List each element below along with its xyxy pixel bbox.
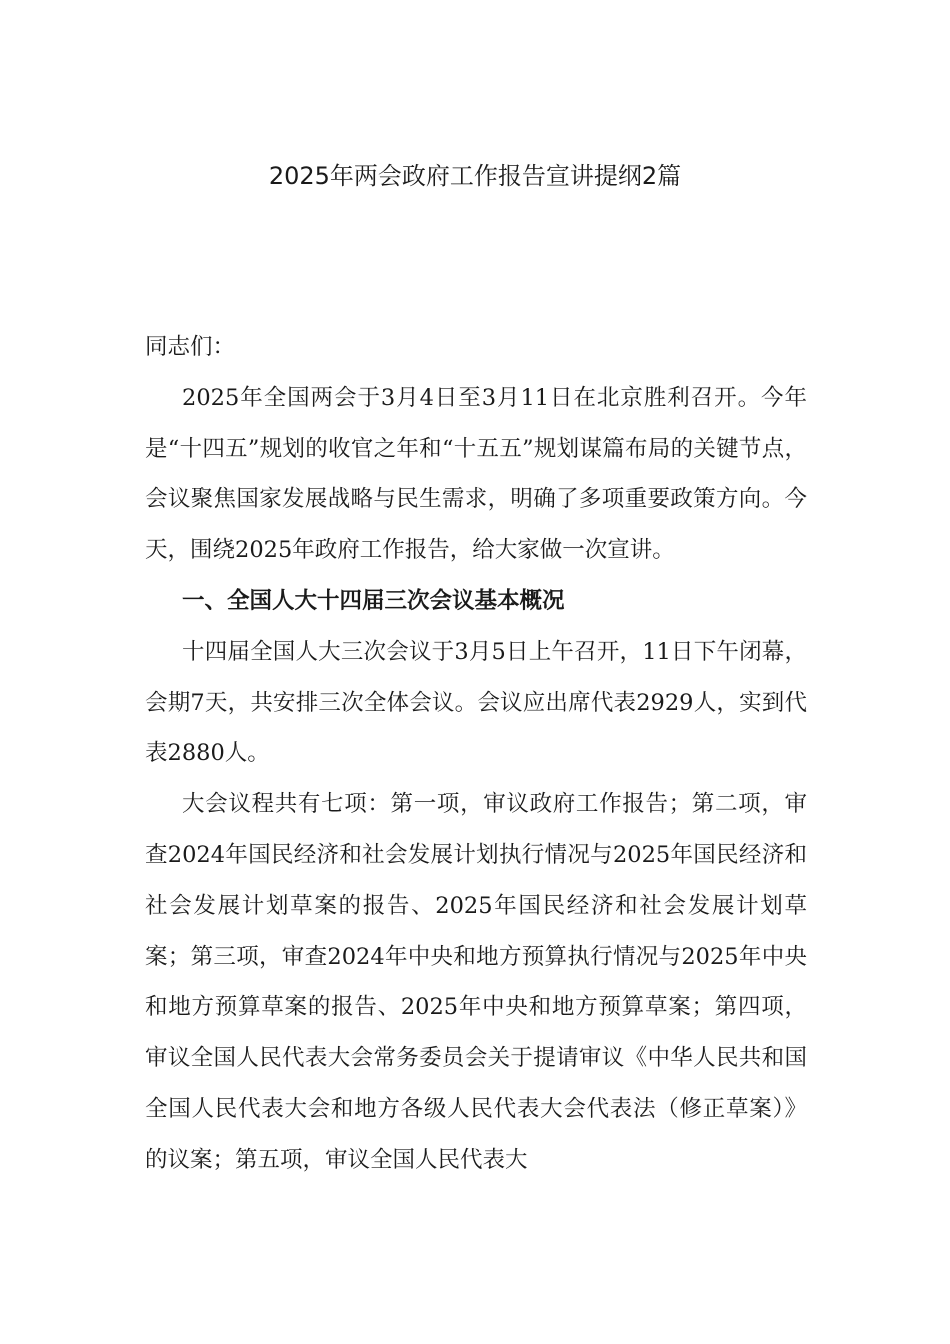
salutation: 同志们： (145, 334, 236, 360)
agenda-paragraph: 大会议程共有七项：第一项，审议政府工作报告；第二项，审查2024年国民经济和社会发展计划执行情况与2025年国民经济和社会发展计划草案的报告、2025年国民经济和社会发展计划草案；第三项，审查2024年中央和地方预算执行情况与2025年中央和地方预算草案的报告、2025年中央和地方预算草案；第四项，审议全国人民代表大会常务委员会关于提请审议《中华人民共和国全国人民代表大会和地方各级人民代表大会代表法（修正草案）》的议案；第五项，审议全国人民代表大 (145, 791, 807, 1173)
document-body (145, 322, 807, 1186)
overview-paragraph: 十四届全国人大三次会议于3月5日上午召开，11日下午闭幕，会期7天，共安排三次全体会议。会议应出席代表2929人，实到代表2880人。 (145, 638, 807, 767)
section-heading: 一、全国人大十四届三次会议基本概况 (182, 587, 565, 614)
intro-paragraph: 2025年全国两会于3月4日至3月11日在北京胜利召开。今年是“十四五”规划的收官之年和“十五五”规划谋篇布局的关键节点，会议聚焦国家发展战略与民生需求，明确了多项重要政策方向。今天，围绕2025年政府工作报告，给大家做一次宣讲。 (145, 384, 807, 564)
document-title: 2025年两会政府工作报告宣讲提纲2篇 (268, 162, 682, 190)
